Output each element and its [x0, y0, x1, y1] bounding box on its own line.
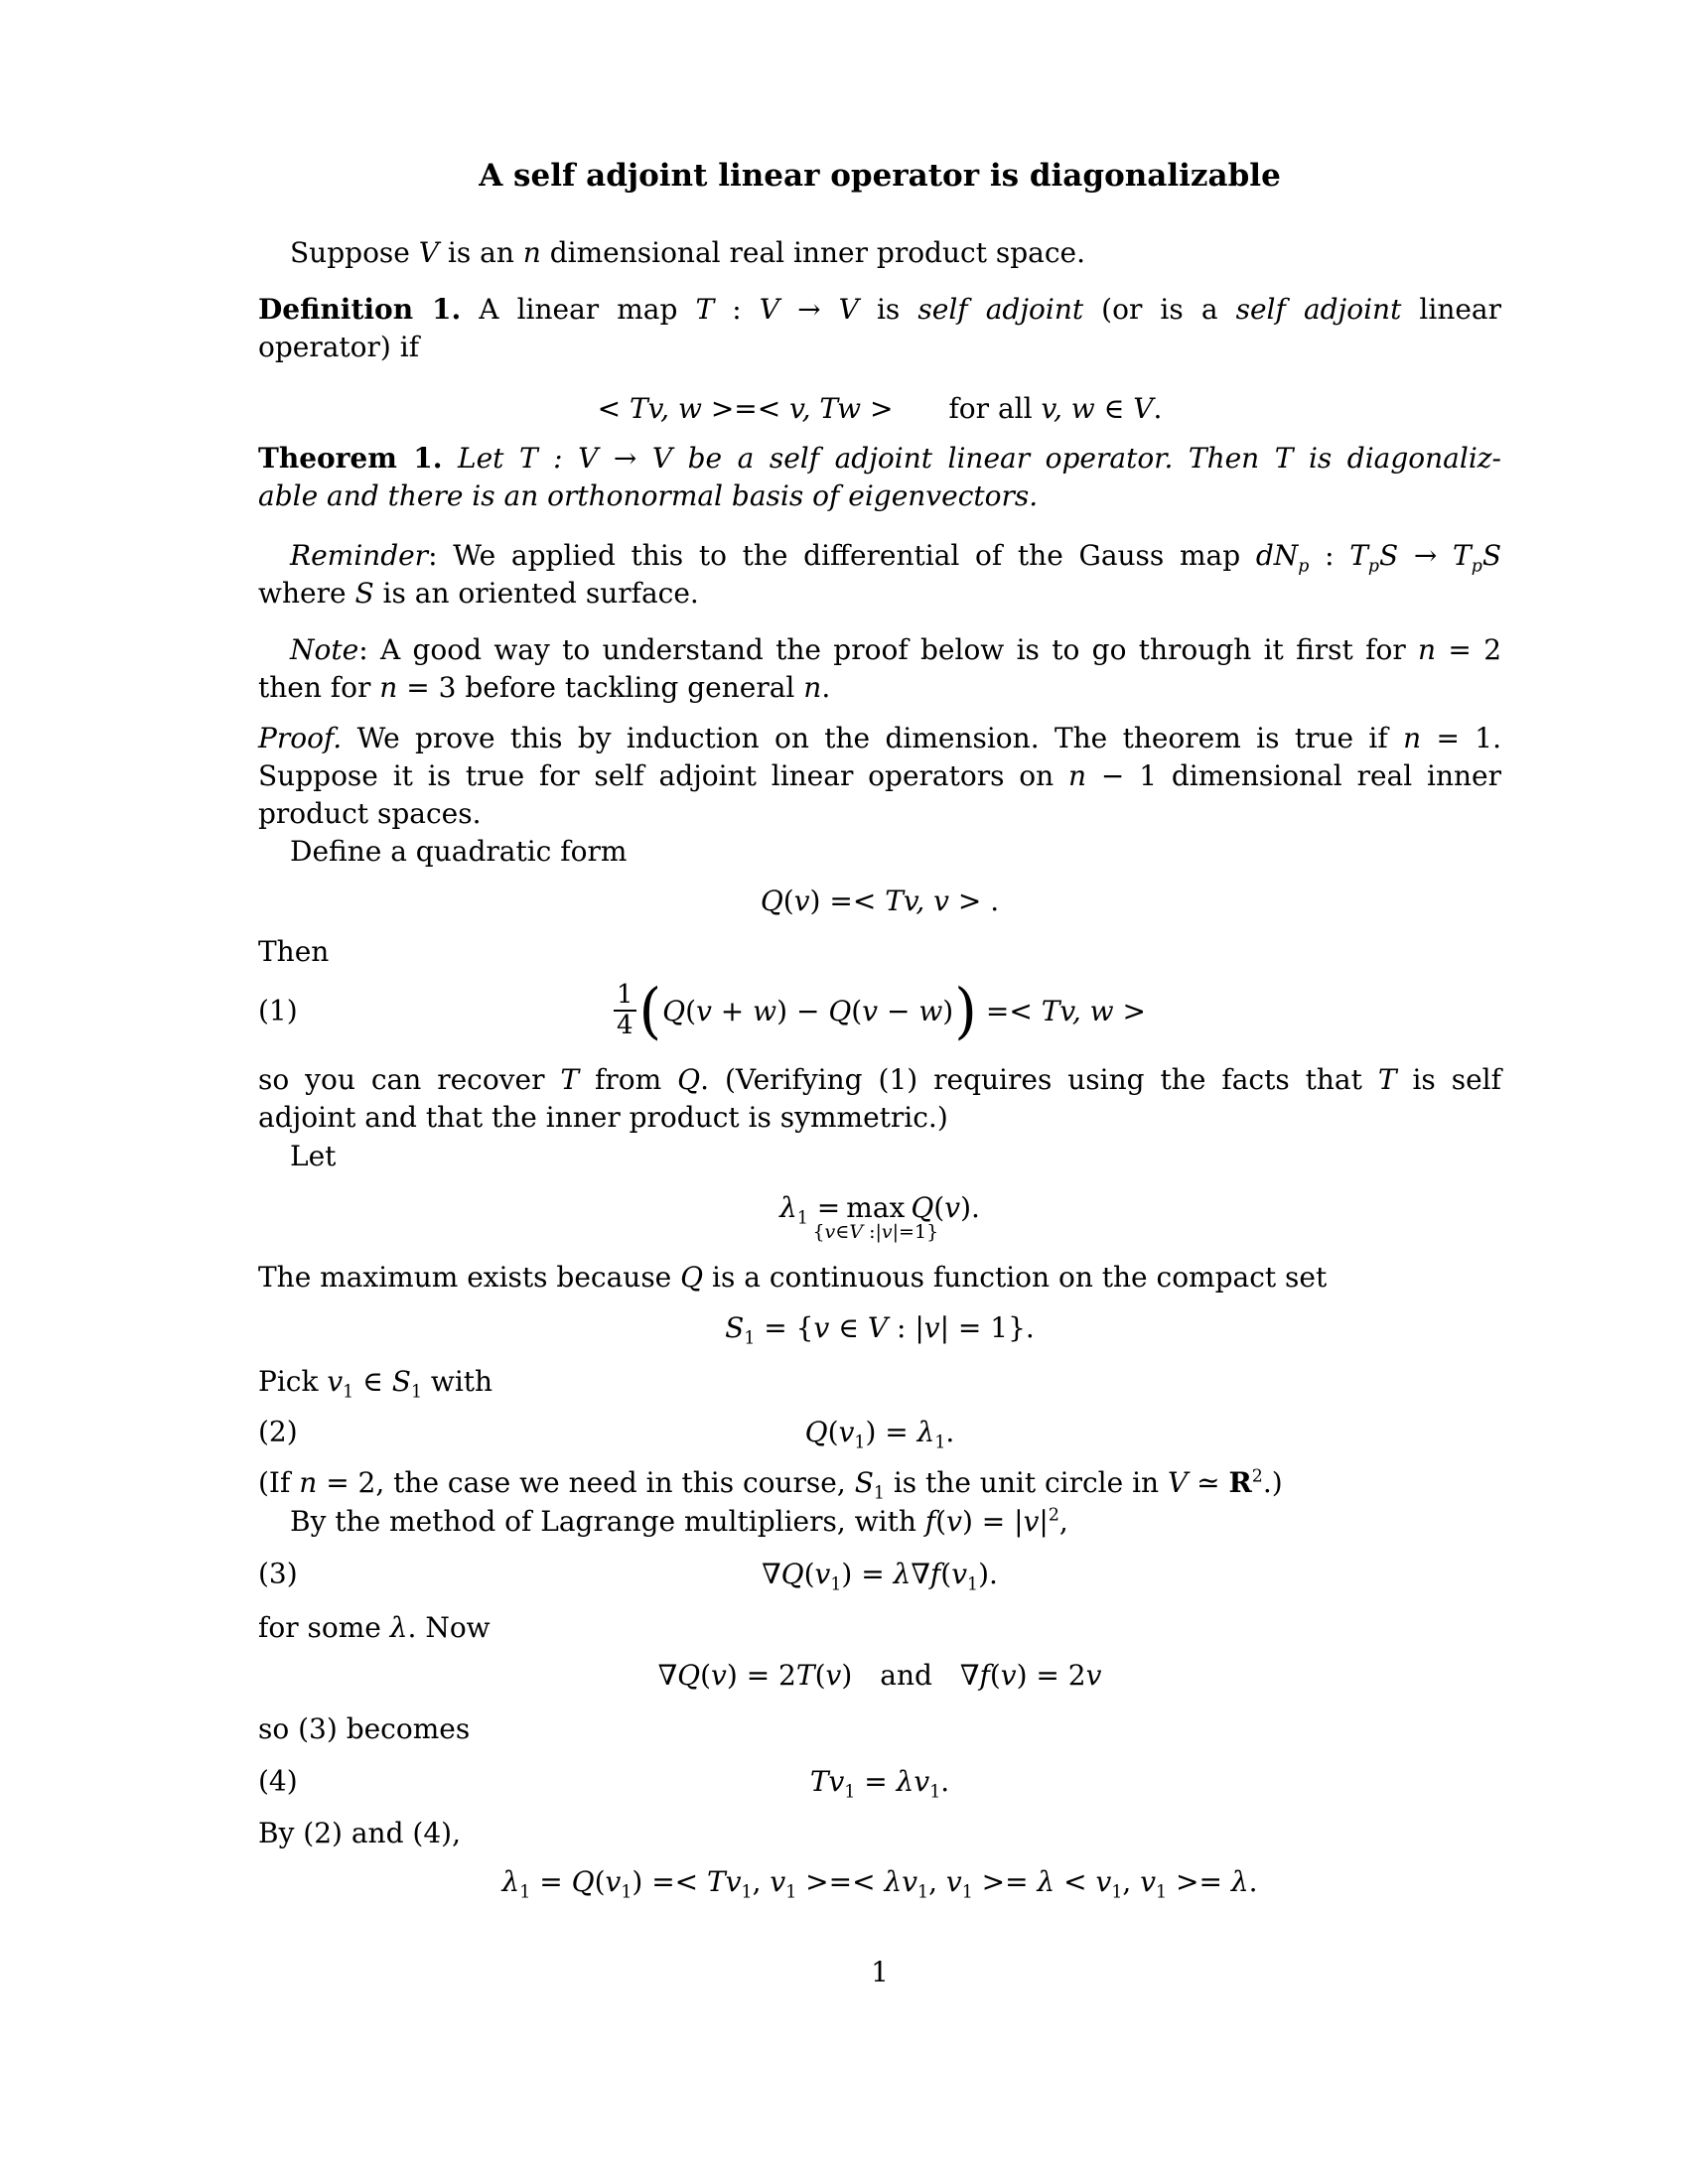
para-theorem-line2: able and there is an orthonormal basis of eigenvectors.: [258, 479, 1039, 512]
para-max-exists: The maximum exists because Q is a continuous function on the compact set: [258, 1261, 1328, 1294]
equation-1-tag: (1): [258, 994, 298, 1027]
para-definition-line2: operator) if: [258, 331, 420, 363]
page-number: 1: [871, 1956, 889, 1988]
max-operator: max: [846, 1191, 906, 1224]
equation-s1-set: $S_1 = \{v$ ∈ V : |v| = 1}.: [725, 1311, 1035, 1349]
fraction-numerator: 1: [614, 982, 636, 1012]
fraction-denominator: 4: [616, 1011, 633, 1040]
max-constraint: {v∈V :|v|=1}: [812, 1221, 939, 1243]
max-operator-stack: [812, 1191, 939, 1243]
para-reminder-line1: Reminder: We applied this to the differential of the Gauss map $dN_p$ : $T_pS \to T_pS$: [290, 539, 1502, 577]
para-proof-line2: Suppose it is true for self adjoint linear operators on n − 1 dimensional real inner: [258, 759, 1501, 792]
equation-final: $\lambda_1 = Q(v_1) =< Tv_1$, $v_1$ >=< $\lambda v_1$, $v_1 >= \lambda < v_1$, $v_1 >= \lambda$.: [501, 1865, 1258, 1903]
lambda-max-rhs: Q(v).: [911, 1191, 980, 1224]
para-reminder-line2: where S is an oriented surface.: [258, 577, 699, 610]
big-left-paren: (: [638, 975, 662, 1046]
equation-4-tag: (4): [258, 1764, 298, 1798]
equation-3-tag: (3): [258, 1557, 298, 1590]
para-theorem-line1: Theorem 1. Let T : V → V be a self adjoint linear operator. Then T is diagonaliz-: [258, 442, 1501, 475]
equation-3-body: $\nabla Q(v_1) = \lambda\nabla f(v_1)$.: [762, 1557, 998, 1595]
equation-1-inner: Q(v + w) − Q(v − w): [662, 994, 954, 1027]
equation-2-tag: (2): [258, 1415, 298, 1448]
para-so-becomes: so (3) becomes: [258, 1712, 471, 1745]
para-lagrange: By the method of Lagrange multipliers, with $f(v) = |v|^2$,: [290, 1505, 1068, 1538]
big-right-paren: ): [954, 975, 977, 1046]
para-note-line1: Note: A good way to understand the proof below is to go through it first for n = 2: [290, 633, 1502, 666]
equation-3: [258, 1557, 1501, 1595]
para-proof-line3: product spaces.: [258, 797, 482, 830]
equation-4: [258, 1764, 1501, 1803]
equation-2-body: $Q(v_1) = \lambda_1$.: [804, 1415, 955, 1453]
para-pick: Pick $v_1$ ∈ $S_1$ with: [258, 1365, 493, 1403]
para-define-quadratic: Define a quadratic form: [290, 835, 628, 868]
fraction-one-quarter: [614, 979, 636, 1040]
para-by-2-4: By (2) and (4),: [258, 1817, 461, 1849]
para-recover-line1: so you can recover T from Q. (Verifying (1) requires using the facts that T is self: [258, 1063, 1501, 1096]
equation-quadratic-form: Q(v) =< Tv, v > .: [760, 885, 1000, 917]
page-title: A self adjoint linear operator is diagonalizable: [479, 158, 1281, 194]
equation-1: [258, 976, 1501, 1045]
para-proof-line1: Proof. We prove this by induction on the dimension. The theorem is true if n = 1.: [258, 722, 1501, 754]
lambda-max-lhs: $\lambda_1$ =: [779, 1191, 841, 1229]
para-recover-line2: adjoint and that the inner product is symmetric.): [258, 1101, 948, 1134]
equation-gradients: ∇Q(v) = 2T(v) and ∇f(v) = 2v: [657, 1659, 1102, 1692]
para-then: Then: [258, 935, 330, 968]
para-if-n2: (If n = 2, the case we need in this course, $S_1$ is the unit circle in V ≃ $R^2$.): [258, 1466, 1283, 1504]
para-note-line2: then for n = 3 before tackling general n.: [258, 671, 831, 704]
equation-2: [258, 1415, 1501, 1453]
equation-selfadjoint: < Tv, w >=< v, Tw > for all v, w ∈ V.: [597, 392, 1163, 425]
equation-lambda-max: [258, 1191, 1501, 1243]
equation-1-rhs: =< Tv, w >: [985, 994, 1147, 1027]
para-suppose: Suppose V is an n dimensional real inner product space.: [290, 236, 1085, 269]
para-definition-line1: Definition 1. A linear map T : V → V is self adjoint (or is a self adjoint linear: [258, 293, 1502, 326]
equation-4-body: $Tv_1 = \lambda v_1$.: [809, 1764, 950, 1803]
para-let: Let: [290, 1140, 337, 1172]
para-for-some: for some λ. Now: [258, 1611, 491, 1644]
